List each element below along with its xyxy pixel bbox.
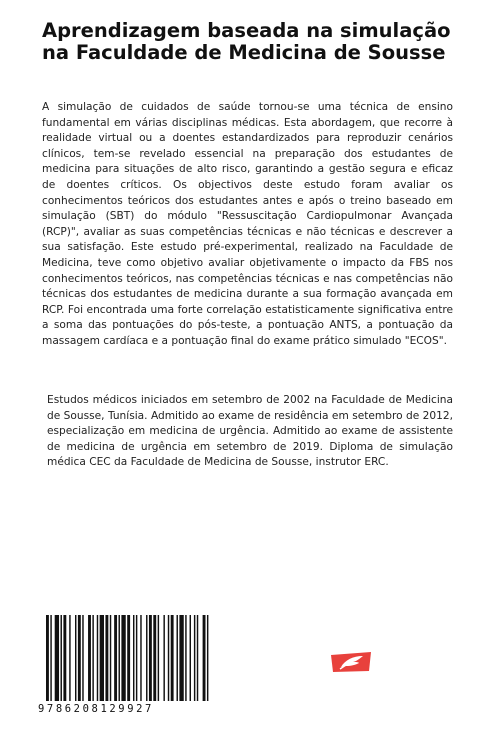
barcode-bars xyxy=(38,615,213,705)
barcode-digits: 9786208129927 xyxy=(38,703,154,715)
book-abstract: A simulação de cuidados de saúde tornou-se uma técnica de ensino fundamental em várias disciplinas médicas. Esta abordagem, que recorre à realidade virtual ou a doentes estandardizados para reproduzir cenários clínicos, tem-se revelado essencial na preparação dos estudantes de medicina para situações de alto risco, garantindo a gestão segura e eficaz de doentes críticos. Os objectivos deste estudo foram avaliar os conhecimentos teóricos dos estudantes antes e após o treino baseado em simulação (SBT) do módulo "Ressuscitação Cardiopulmonar Avançada (RCP)", avaliar as suas competências técnicas e não técnicas e descrever a sua satisfação. Este estudo pré-experimental, realizado na Faculdade de Medicina, teve como objetivo avaliar objetivamente o impacto da FBS nos conhecimentos teóricos, nas competências técnicas e nas competências não técnicas dos estudantes de medicina durante a sua formação avançada em RCP. Foi encontrada uma forte correlação estatisticamente significativa entre a soma das pontuações do pós-teste, a pontuação ANTS, a pontuação da massagem cardíaca e a pontuação final do exame prático simulado "ECOS". xyxy=(42,101,453,347)
feather-quill-logo-icon xyxy=(329,651,373,673)
author-bio: Estudos médicos iniciados em setembro de 2002 na Faculdade de Medicina de Sousse, Tunísia. Admitido ao exame de residência em setembro de 2012, especialização em medicina de urgência. Admitido ao exame de assistente de medicina de urgência em setembro de 2019. Diploma de simulação médica CEC da Faculdade de Medicina de Sousse, instrutor ERC. xyxy=(47,394,453,469)
book-title: Aprendizagem baseada na simulação na Faculdade de Medicina de Sousse xyxy=(42,19,451,64)
isbn-barcode xyxy=(38,615,213,715)
